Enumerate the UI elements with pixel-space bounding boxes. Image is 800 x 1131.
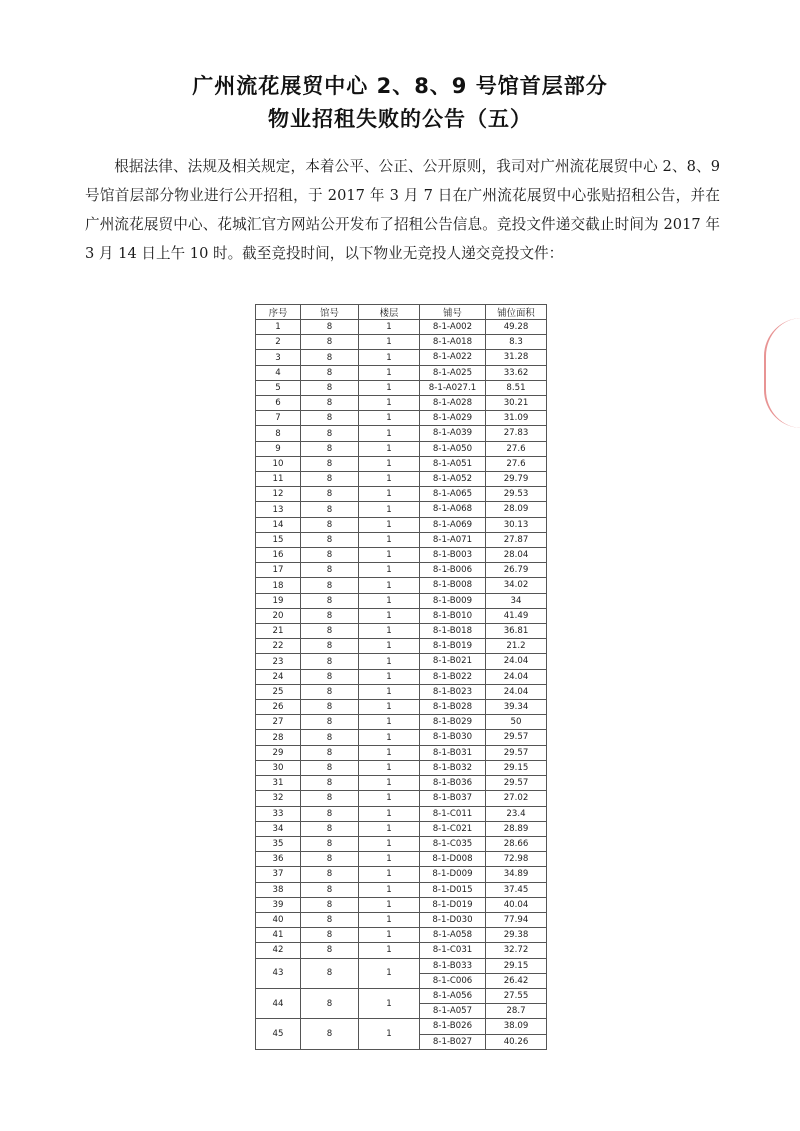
cell-area: 29.57 (486, 745, 547, 760)
table-row (256, 806, 547, 821)
cell-shop-number: 8-1-B006 (420, 563, 486, 578)
cell-shop-number: 8-1-C006 (420, 973, 486, 988)
cell-area: 28.7 (486, 1004, 547, 1019)
cell-area: 31.09 (486, 411, 547, 426)
table-row (256, 821, 547, 836)
cell-floor: 1 (359, 487, 420, 502)
announcement-paragraph: 根据法律、法规及相关规定，本着公平、公正、公开原则，我司对广州流花展贸中心 2、8、9 号馆首层部分物业进行公开招租，于 2017 年 3 月 7 日在广州流花展贸中心张贴招租公告，并在广州流花展贸中心、花城汇官方网站公开发布了招租公告信息。竞投文件递交截止时间为 2017 年 3 月 14 日上午 10 时。截至竞投时间，以下物业无竞投人递交竞投文件： (85, 158, 720, 262)
cell-floor: 1 (359, 654, 420, 669)
cell-shop-number: 8-1-A057 (420, 1004, 486, 1019)
cell-shop-number: 8-1-A039 (420, 426, 486, 441)
table-row (256, 867, 547, 882)
cell-hall: 8 (301, 396, 359, 411)
cell-floor: 1 (359, 852, 420, 867)
cell-seq: 22 (256, 639, 301, 654)
cell-floor: 1 (359, 730, 420, 745)
cell-area: 27.83 (486, 426, 547, 441)
cell-floor: 1 (359, 882, 420, 897)
cell-seq: 15 (256, 532, 301, 547)
table-row (256, 411, 547, 426)
cell-hall: 8 (301, 882, 359, 897)
cell-shop-number: 8-1-A050 (420, 441, 486, 456)
cell-floor: 1 (359, 396, 420, 411)
cell-floor: 1 (359, 441, 420, 456)
cell-floor: 1 (359, 836, 420, 851)
cell-area: 34.89 (486, 867, 547, 882)
cell-seq: 3 (256, 350, 301, 365)
cell-hall: 8 (301, 320, 359, 335)
cell-shop-number: 8-1-A022 (420, 350, 486, 365)
cell-seq: 37 (256, 867, 301, 882)
table-row (256, 532, 547, 547)
table-row (256, 426, 547, 441)
table-row (256, 928, 547, 943)
cell-seq: 39 (256, 897, 301, 912)
cell-floor: 1 (359, 563, 420, 578)
cell-area: 40.04 (486, 897, 547, 912)
cell-floor: 1 (359, 350, 420, 365)
cell-area: 24.04 (486, 654, 547, 669)
cell-seq: 1 (256, 320, 301, 335)
cell-shop-number: 8-1-D019 (420, 897, 486, 912)
cell-shop-number: 8-1-B029 (420, 715, 486, 730)
cell-floor: 1 (359, 380, 420, 395)
table-row (256, 882, 547, 897)
cell-shop-number: 8-1-B028 (420, 700, 486, 715)
table-row (256, 669, 547, 684)
cell-area: 27.87 (486, 532, 547, 547)
cell-area: 32.72 (486, 943, 547, 958)
cell-shop-number: 8-1-C031 (420, 943, 486, 958)
table-row (256, 988, 547, 1003)
cell-hall: 8 (301, 411, 359, 426)
table-row (256, 760, 547, 775)
cell-floor: 1 (359, 897, 420, 912)
cell-shop-number: 8-1-A071 (420, 532, 486, 547)
cell-seq: 7 (256, 411, 301, 426)
cell-hall: 8 (301, 563, 359, 578)
cell-seq: 2 (256, 335, 301, 350)
cell-area: 34.02 (486, 578, 547, 593)
cell-hall: 8 (301, 928, 359, 943)
cell-floor: 1 (359, 715, 420, 730)
cell-hall: 8 (301, 760, 359, 775)
cell-area: 30.13 (486, 517, 547, 532)
cell-seq: 31 (256, 776, 301, 791)
cell-area: 30.21 (486, 396, 547, 411)
cell-shop-number: 8-1-A029 (420, 411, 486, 426)
company-seal (764, 318, 800, 428)
cell-shop-number: 8-1-D009 (420, 867, 486, 882)
cell-seq: 41 (256, 928, 301, 943)
cell-floor: 1 (359, 821, 420, 836)
cell-seq: 33 (256, 806, 301, 821)
cell-floor: 1 (359, 943, 420, 958)
cell-floor: 1 (359, 1019, 420, 1049)
table-row (256, 320, 547, 335)
cell-area: 27.55 (486, 988, 547, 1003)
cell-shop-number: 8-1-B021 (420, 654, 486, 669)
table-row (256, 517, 547, 532)
cell-area: 29.57 (486, 776, 547, 791)
cell-floor: 1 (359, 745, 420, 760)
table-row (256, 897, 547, 912)
cell-seq: 43 (256, 958, 301, 988)
table-row (256, 578, 547, 593)
cell-shop-number: 8-1-D008 (420, 852, 486, 867)
cell-seq: 16 (256, 548, 301, 563)
cell-floor: 1 (359, 411, 420, 426)
cell-floor: 1 (359, 532, 420, 547)
cell-floor: 1 (359, 760, 420, 775)
table-row (256, 776, 547, 791)
cell-shop-number: 8-1-A002 (420, 320, 486, 335)
cell-seq: 26 (256, 700, 301, 715)
document-title-line-1: 广州流花展贸中心 2、8、9 号馆首层部分 (192, 74, 608, 98)
cell-floor: 1 (359, 456, 420, 471)
table-row (256, 624, 547, 639)
cell-floor: 1 (359, 958, 420, 988)
cell-area: 29.57 (486, 730, 547, 745)
cell-hall: 8 (301, 852, 359, 867)
table-row (256, 456, 547, 471)
cell-hall: 8 (301, 335, 359, 350)
cell-shop-number: 8-1-B026 (420, 1019, 486, 1034)
table-row (256, 654, 547, 669)
table-row (256, 1019, 547, 1034)
cell-shop-number: 8-1-B037 (420, 791, 486, 806)
header-area: 铺位面积 (486, 305, 547, 320)
cell-shop-number: 8-1-C021 (420, 821, 486, 836)
cell-hall: 8 (301, 821, 359, 836)
table-row (256, 380, 547, 395)
cell-shop-number: 8-1-C011 (420, 806, 486, 821)
cell-area: 8.51 (486, 380, 547, 395)
cell-shop-number: 8-1-B010 (420, 608, 486, 623)
cell-shop-number: 8-1-B022 (420, 669, 486, 684)
cell-shop-number: 8-1-D015 (420, 882, 486, 897)
cell-floor: 1 (359, 700, 420, 715)
cell-shop-number: 8-1-B030 (420, 730, 486, 745)
cell-seq: 45 (256, 1019, 301, 1049)
cell-floor: 1 (359, 608, 420, 623)
cell-hall: 8 (301, 806, 359, 821)
cell-seq: 24 (256, 669, 301, 684)
cell-area: 36.81 (486, 624, 547, 639)
cell-area: 27.02 (486, 791, 547, 806)
cell-hall: 8 (301, 684, 359, 699)
cell-hall: 8 (301, 745, 359, 760)
cell-hall: 8 (301, 578, 359, 593)
cell-hall: 8 (301, 669, 359, 684)
cell-shop-number: 8-1-A052 (420, 472, 486, 487)
cell-area: 8.3 (486, 335, 547, 350)
cell-area: 28.09 (486, 502, 547, 517)
cell-hall: 8 (301, 988, 359, 1018)
cell-shop-number: 8-1-B008 (420, 578, 486, 593)
table-row (256, 472, 547, 487)
header-floor: 楼层 (359, 305, 420, 320)
cell-hall: 8 (301, 456, 359, 471)
cell-shop-number: 8-1-B018 (420, 624, 486, 639)
announcement-body (85, 152, 720, 268)
cell-shop-number: 8-1-D030 (420, 912, 486, 927)
cell-area: 38.09 (486, 1019, 547, 1034)
cell-area: 40.26 (486, 1034, 547, 1049)
cell-seq: 11 (256, 472, 301, 487)
cell-hall: 8 (301, 441, 359, 456)
table-row (256, 593, 547, 608)
cell-hall: 8 (301, 380, 359, 395)
cell-seq: 20 (256, 608, 301, 623)
cell-seq: 44 (256, 988, 301, 1018)
cell-floor: 1 (359, 548, 420, 563)
cell-floor: 1 (359, 624, 420, 639)
table-row (256, 548, 547, 563)
cell-hall: 8 (301, 532, 359, 547)
cell-area: 26.79 (486, 563, 547, 578)
cell-floor: 1 (359, 593, 420, 608)
cell-floor: 1 (359, 335, 420, 350)
header-seq: 序号 (256, 305, 301, 320)
cell-area: 23.4 (486, 806, 547, 821)
cell-shop-number: 8-1-A056 (420, 988, 486, 1003)
cell-seq: 30 (256, 760, 301, 775)
table-row (256, 502, 547, 517)
cell-area: 39.34 (486, 700, 547, 715)
cell-shop-number: 8-1-A058 (420, 928, 486, 943)
cell-shop-number: 8-1-B033 (420, 958, 486, 973)
cell-seq: 8 (256, 426, 301, 441)
cell-floor: 1 (359, 928, 420, 943)
property-table (255, 304, 547, 1050)
cell-seq: 32 (256, 791, 301, 806)
table-row (256, 335, 547, 350)
table-row (256, 441, 547, 456)
cell-area: 24.04 (486, 669, 547, 684)
cell-seq: 12 (256, 487, 301, 502)
cell-seq: 6 (256, 396, 301, 411)
table-row (256, 715, 547, 730)
table-row (256, 852, 547, 867)
table-row (256, 958, 547, 973)
cell-hall: 8 (301, 867, 359, 882)
table-row (256, 912, 547, 927)
table-row (256, 365, 547, 380)
cell-shop-number: 8-1-B036 (420, 776, 486, 791)
table-row (256, 684, 547, 699)
cell-seq: 36 (256, 852, 301, 867)
cell-shop-number: 8-1-A065 (420, 487, 486, 502)
cell-floor: 1 (359, 578, 420, 593)
table-row (256, 745, 547, 760)
cell-hall: 8 (301, 502, 359, 517)
cell-hall: 8 (301, 836, 359, 851)
cell-hall: 8 (301, 517, 359, 532)
cell-shop-number: 8-1-B023 (420, 684, 486, 699)
table-body (256, 320, 547, 1050)
cell-area: 29.53 (486, 487, 547, 502)
cell-seq: 19 (256, 593, 301, 608)
cell-floor: 1 (359, 365, 420, 380)
cell-shop-number: 8-1-A068 (420, 502, 486, 517)
cell-seq: 14 (256, 517, 301, 532)
cell-floor: 1 (359, 988, 420, 1018)
table-row (256, 608, 547, 623)
cell-shop-number: 8-1-B027 (420, 1034, 486, 1049)
cell-seq: 27 (256, 715, 301, 730)
cell-floor: 1 (359, 806, 420, 821)
cell-area: 33.62 (486, 365, 547, 380)
cell-floor: 1 (359, 669, 420, 684)
cell-seq: 40 (256, 912, 301, 927)
cell-hall: 8 (301, 639, 359, 654)
cell-area: 77.94 (486, 912, 547, 927)
cell-area: 28.04 (486, 548, 547, 563)
table-row (256, 791, 547, 806)
cell-floor: 1 (359, 502, 420, 517)
cell-seq: 13 (256, 502, 301, 517)
table-row (256, 836, 547, 851)
cell-floor: 1 (359, 320, 420, 335)
cell-area: 27.6 (486, 441, 547, 456)
cell-hall: 8 (301, 365, 359, 380)
cell-seq: 25 (256, 684, 301, 699)
cell-floor: 1 (359, 867, 420, 882)
cell-area: 72.98 (486, 852, 547, 867)
cell-seq: 34 (256, 821, 301, 836)
cell-area: 29.38 (486, 928, 547, 943)
cell-hall: 8 (301, 593, 359, 608)
cell-hall: 8 (301, 776, 359, 791)
table-row (256, 730, 547, 745)
cell-hall: 8 (301, 1019, 359, 1049)
cell-floor: 1 (359, 517, 420, 532)
cell-hall: 8 (301, 791, 359, 806)
cell-hall: 8 (301, 912, 359, 927)
cell-hall: 8 (301, 472, 359, 487)
document-title-line-2: 物业招租失败的公告（五） (268, 107, 532, 131)
table-row (256, 350, 547, 365)
cell-seq: 9 (256, 441, 301, 456)
cell-shop-number: 8-1-A069 (420, 517, 486, 532)
cell-hall: 8 (301, 700, 359, 715)
cell-area: 41.49 (486, 608, 547, 623)
cell-hall: 8 (301, 943, 359, 958)
cell-seq: 21 (256, 624, 301, 639)
cell-area: 21.2 (486, 639, 547, 654)
cell-hall: 8 (301, 548, 359, 563)
cell-hall: 8 (301, 350, 359, 365)
header-hall: 馆号 (301, 305, 359, 320)
cell-floor: 1 (359, 791, 420, 806)
cell-seq: 38 (256, 882, 301, 897)
cell-floor: 1 (359, 639, 420, 654)
cell-hall: 8 (301, 730, 359, 745)
table-row (256, 639, 547, 654)
cell-seq: 23 (256, 654, 301, 669)
table-row (256, 943, 547, 958)
cell-hall: 8 (301, 608, 359, 623)
cell-area: 27.6 (486, 456, 547, 471)
cell-shop-number: 8-1-A027.1 (420, 380, 486, 395)
table-row (256, 563, 547, 578)
cell-hall: 8 (301, 715, 359, 730)
cell-area: 24.04 (486, 684, 547, 699)
cell-area: 28.89 (486, 821, 547, 836)
cell-area: 31.28 (486, 350, 547, 365)
cell-floor: 1 (359, 776, 420, 791)
cell-seq: 35 (256, 836, 301, 851)
table-row (256, 487, 547, 502)
cell-shop-number: 8-1-B032 (420, 760, 486, 775)
cell-shop-number: 8-1-A018 (420, 335, 486, 350)
cell-seq: 18 (256, 578, 301, 593)
cell-hall: 8 (301, 958, 359, 988)
cell-seq: 5 (256, 380, 301, 395)
cell-shop-number: 8-1-A028 (420, 396, 486, 411)
cell-hall: 8 (301, 487, 359, 502)
table-row (256, 700, 547, 715)
header-shop: 铺号 (420, 305, 486, 320)
table-header-row (256, 305, 547, 320)
cell-seq: 17 (256, 563, 301, 578)
cell-seq: 29 (256, 745, 301, 760)
cell-shop-number: 8-1-B003 (420, 548, 486, 563)
cell-area: 49.28 (486, 320, 547, 335)
cell-shop-number: 8-1-C035 (420, 836, 486, 851)
cell-hall: 8 (301, 624, 359, 639)
cell-seq: 10 (256, 456, 301, 471)
cell-area: 29.79 (486, 472, 547, 487)
cell-hall: 8 (301, 897, 359, 912)
cell-area: 37.45 (486, 882, 547, 897)
cell-shop-number: 8-1-B031 (420, 745, 486, 760)
cell-floor: 1 (359, 684, 420, 699)
cell-seq: 4 (256, 365, 301, 380)
cell-seq: 28 (256, 730, 301, 745)
cell-hall: 8 (301, 654, 359, 669)
cell-shop-number: 8-1-A051 (420, 456, 486, 471)
cell-area: 50 (486, 715, 547, 730)
cell-hall: 8 (301, 426, 359, 441)
cell-area: 26.42 (486, 973, 547, 988)
cell-area: 34 (486, 593, 547, 608)
table-row (256, 396, 547, 411)
cell-floor: 1 (359, 912, 420, 927)
cell-floor: 1 (359, 472, 420, 487)
cell-shop-number: 8-1-B009 (420, 593, 486, 608)
cell-seq: 42 (256, 943, 301, 958)
cell-shop-number: 8-1-A025 (420, 365, 486, 380)
cell-floor: 1 (359, 426, 420, 441)
cell-area: 29.15 (486, 760, 547, 775)
cell-area: 29.15 (486, 958, 547, 973)
cell-shop-number: 8-1-B019 (420, 639, 486, 654)
cell-area: 28.66 (486, 836, 547, 851)
